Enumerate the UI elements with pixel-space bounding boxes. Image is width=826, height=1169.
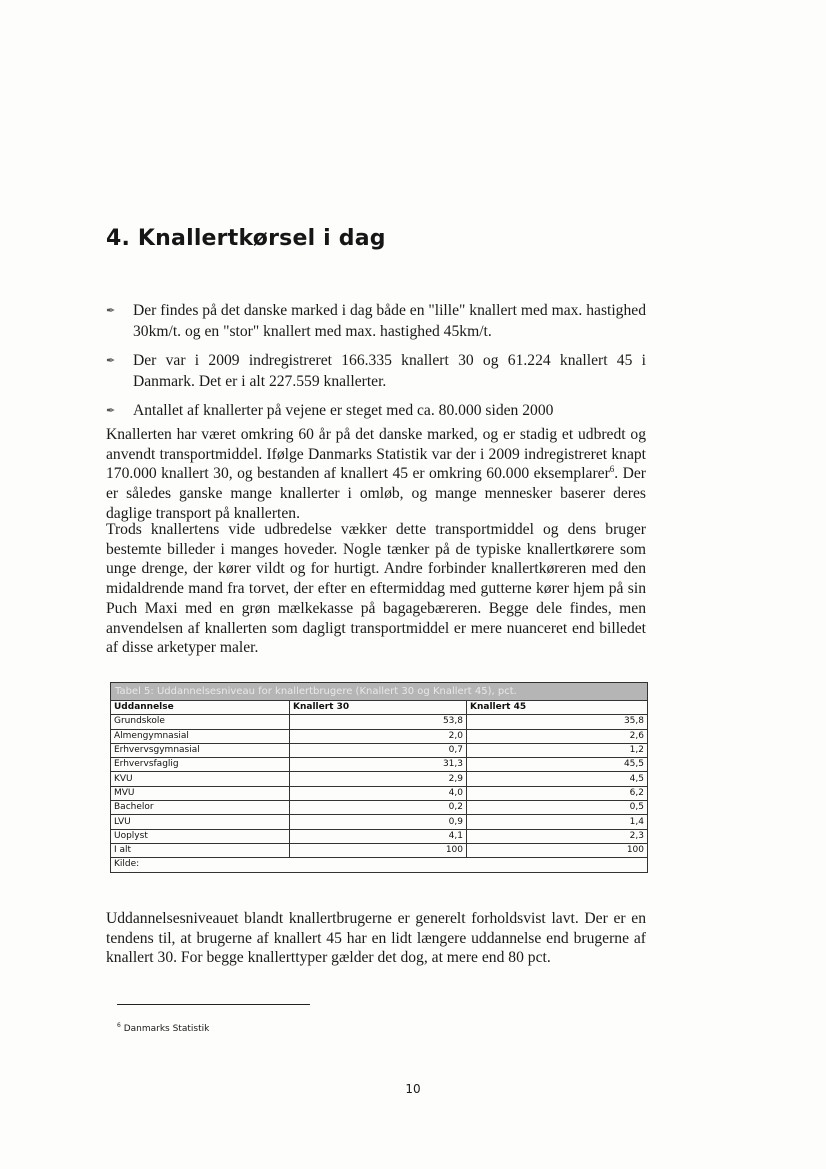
cell-value: 4,1 — [290, 829, 467, 843]
bullet-text: Der var i 2009 indregistreret 166.335 knallert 30 og 61.224 knallert 45 i Danmark. Det er i alt 227.559 knallerter. — [133, 352, 646, 390]
row-label: I alt — [111, 843, 290, 857]
cell-value: 1,4 — [467, 815, 648, 829]
cell-value: 1,2 — [467, 743, 648, 757]
table-row — [111, 829, 648, 843]
table-row — [111, 815, 648, 829]
cell-value: 45,5 — [467, 758, 648, 772]
table-row — [111, 729, 648, 743]
bullet-item — [106, 350, 646, 392]
paragraph: Trods knallertens vide udbredelse vækker dette transportmiddel og dens bruger bestemte billeder i manges hoveder. Nogle tænker på de typiske knallertkørere som unge drenge, der kører vildt og for hurtigt. Andre forbinder knallertkøreren med den midaldrende mand fra torvet, der efter en eftermiddag med gutterne kører hjem på sin Puch Maxi med en grøn mælkekasse på bagagebæreren. Begge dele findes, men anvendelsen af knallerten som dagligt transportmiddel er mere nuanceret end billedet af disse arketyper maler. — [106, 521, 646, 657]
bullet-text: Antallet af knallerter på vejene er steget med ca. 80.000 siden 2000 — [133, 402, 554, 419]
table-row — [111, 772, 648, 786]
table-row — [111, 743, 648, 757]
cell-value: 2,0 — [290, 729, 467, 743]
table-row — [111, 758, 648, 772]
cell-value: 2,6 — [467, 729, 648, 743]
pen-nib-icon: ✒ — [106, 304, 116, 317]
cell-value: 4,5 — [467, 772, 648, 786]
table-row — [111, 843, 648, 857]
row-label: Erhvervsfaglig — [111, 758, 290, 772]
row-label: KVU — [111, 772, 290, 786]
cell-value: 0,7 — [290, 743, 467, 757]
cell-value: 0,5 — [467, 801, 648, 815]
section-heading: 4. Knallertkørsel i dag — [106, 226, 386, 251]
cell-value: 0,9 — [290, 815, 467, 829]
table-source: Kilde: — [111, 858, 648, 872]
bullet-list — [106, 300, 646, 429]
paragraph: Uddannelsesniveauet blandt knallertbrugerne er generelt forholdsvist lavt. Der er en tendens til, at brugerne af knallert 45 har en lidt længere uddannelse end brugerne af knallert 30. For begge knallerttyper gælder det dog, at mere end 80 pct. — [106, 910, 646, 967]
cell-value: 53,8 — [290, 715, 467, 729]
footnote-ref: 6 — [609, 464, 615, 475]
cell-value: 100 — [290, 843, 467, 857]
paragraph — [106, 425, 646, 524]
pen-nib-icon: ✒ — [106, 354, 116, 367]
row-label: Grundskole — [111, 715, 290, 729]
bullet-item — [106, 400, 646, 421]
footnote-text: Danmarks Statistik — [123, 1024, 210, 1034]
table-caption: Tabel 5: Uddannelsesniveau for knallertbrugere (Knallert 30 og Knallert 45), pct. — [110, 682, 648, 700]
column-header: Uddannelse — [111, 701, 290, 715]
pen-nib-icon: ✒ — [106, 404, 116, 417]
column-header: Knallert 30 — [290, 701, 467, 715]
footnote — [117, 1022, 209, 1034]
footnote-number: 6 — [117, 1022, 121, 1029]
table-source-row — [111, 858, 648, 872]
cell-value: 6,2 — [467, 786, 648, 800]
row-label: Uoplyst — [111, 829, 290, 843]
row-label: Bachelor — [111, 801, 290, 815]
page-number: 10 — [405, 1082, 421, 1096]
footnote-divider — [117, 1004, 310, 1005]
data-table — [110, 700, 648, 873]
bullet-item — [106, 300, 646, 342]
paragraph-text: . Der er således ganske mange knallerter i omløb, og mange mennesker baserer deres daglige transport på knallerten. — [106, 465, 646, 522]
row-label: LVU — [111, 815, 290, 829]
bullet-text: Der findes på det danske marked i dag både en "lille" knallert med max. hastighed 30km/t. og en "stor" knallert med max. hastighed 45km/t. — [133, 302, 646, 340]
education-table — [110, 682, 648, 873]
cell-value: 4,0 — [290, 786, 467, 800]
cell-value: 35,8 — [467, 715, 648, 729]
cell-value: 0,2 — [290, 801, 467, 815]
cell-value: 2,3 — [467, 829, 648, 843]
column-header: Knallert 45 — [467, 701, 648, 715]
table-row — [111, 801, 648, 815]
cell-value: 31,3 — [290, 758, 467, 772]
row-label: Almengymnasial — [111, 729, 290, 743]
table-header-row — [111, 701, 648, 715]
table-row — [111, 715, 648, 729]
cell-value: 2,9 — [290, 772, 467, 786]
paragraph-text: Knallerten har været omkring 60 år på det danske marked, og er stadig et udbredt og anvendt transportmiddel. Ifølge Danmarks Statistik var der i 2009 indregistreret knapt 170.000 knallert 30, og bestanden af knallert 45 er omkring 60.000 eksemplarer — [106, 426, 646, 483]
row-label: Erhvervsgymnasial — [111, 743, 290, 757]
cell-value: 100 — [467, 843, 648, 857]
row-label: MVU — [111, 786, 290, 800]
table-row — [111, 786, 648, 800]
